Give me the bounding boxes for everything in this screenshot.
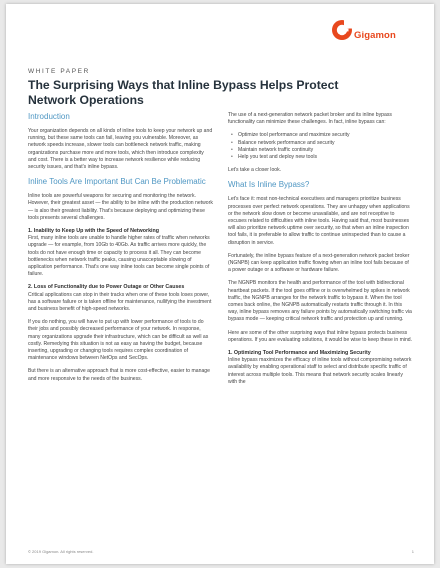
introduction-heading: Introduction <box>28 112 70 121</box>
body-paragraph: If you do nothing, you will have to put up with lower performance of tools to do their jobs and possibly decreased performance of your network. In response, many organizations upgrade their infrastructure, which can be difficult as well as costly. Remedying this situation is not as easy as having the budget, because inserting, upgrading or changing tools requires complex coordination of maintenance windows between NetOps and SecOps. <box>28 319 209 362</box>
problem-paragraph: Inline tools are powerful weapons for securing and monitoring the network. However, their greatest asset — the ability to be inline with the production network — is also their greatest liability. That's because deploying and optimizing these tools presents several challenges. <box>28 193 213 221</box>
problem-heading: Inline Tools Are Important But Can Be Problematic <box>28 177 206 187</box>
document-type-label: WHITE PAPER <box>28 68 90 75</box>
bypass-intro-paragraph: The use of a next-generation network packet broker and its inline bypass functionality can minimize these challenges. In fact, inline bypass can: <box>228 112 392 126</box>
gigamon-logo-icon <box>330 18 354 42</box>
problem-item-1-text: First, many inline tools are unable to handle higher rates of traffic when networks upgrade — for example, from 10Gb to 40Gb. As traffic arrives more quickly, the tools do not have enough time or capacity to process it all. They can become bottlenecks when network traffic peaks, causing unacceptable slowing of application performance. That's one way inline tools can become single points of failure. <box>28 235 210 278</box>
what-is-bypass-paragraph: Let's face it: most non-technical executives and managers prioritize business processes over perfect network operations. They are unhappy when applications or the network slow down or become unavailable, and are not receptive to excuses related to difficulties with inline tools. Having said that, most businesses will also prioritize network uptime over security, so that when an inline inspection tool fails, it is preferable to allow traffic to continue uninspected than to cause a disruption in service. <box>228 196 410 246</box>
ngnpb-paragraph: The NGNPB monitors the health and performance of the tool with bidirectional heartbeat packets. If the tool goes offline or is overwhelmed by spikes in network traffic, the NGNPB arranges for the network traffic to bypass it. When the tool comes back online, the NGNPB automatically restarts traffic through it. In this way, inline bypass removes any failure points by automatically switching traffic via bypass mode — keeping critical network traffic and protection up and running. <box>228 280 412 323</box>
brand-name: Gigamon <box>354 30 396 41</box>
gigamon-logo <box>330 18 420 42</box>
alternative-paragraph: But there is an alternative approach that is more cost-effective, easier to manage and more responsive to the needs of the business. <box>28 368 210 382</box>
optimizing-text: Inline bypass maximizes the efficacy of inline tools without compromising network availability by enabling operational staff to select and distribute specific traffic of interest across multiple tools. This means that network security scales linearly with the <box>228 357 412 385</box>
list-item: • Maintain network traffic continuity <box>238 147 413 154</box>
problem-item-2-title: 2. Loss of Functionality due to Power Outage or Other Causes <box>28 284 185 291</box>
copyright-text: © 2019 Gigamon. All rights reserved. <box>28 549 94 554</box>
list-item: • Help you test and deploy new tools <box>238 154 413 161</box>
closer-look-text: Let's take a closer look. <box>228 167 282 174</box>
optimizing-title: 1. Optimizing Tool Performance and Maximizing Security <box>228 350 371 357</box>
fortunately-paragraph: Fortunately, the inline bypass feature of a next-generation network packet broker (NGNPB) can keep application traffic flowing when an inline tool fails because of a power outage or a software or hardware failure. <box>228 252 410 274</box>
left-column <box>28 112 213 389</box>
page-number: 1 <box>411 549 414 554</box>
problem-item-1-title: 1. Inability to Keep Up with the Speed of Networking <box>28 228 159 235</box>
what-is-bypass-heading: What Is Inline Bypass? <box>228 180 310 190</box>
page-title: The Surprising Ways that Inline Bypass Helps Protect Network Operations <box>28 78 339 107</box>
benefits-list <box>228 132 413 161</box>
problem-item-2-text: Critical applications can stop in their tracks when one of these tools loses power, has a software failure or is taken offline for maintenance, nullifying the investment and business benefit of high-speed networks. <box>28 291 212 313</box>
introduction-paragraph: Your organization depends on all kinds of inline tools to keep your network up and running, but these same tools can fail, leaving you vulnerable. Moreover, as network speeds increase, slower tools can bottleneck network traffic, making organizations purchase more and more tools, which then introduce complexity and cost. There is a better way to increase network resilience while reducing security issues, and that's inline bypass. <box>28 128 213 171</box>
right-column <box>228 112 413 392</box>
document-page <box>6 4 434 564</box>
surprising-ways-paragraph: Here are some of the other surprising ways that inline bypass protects business operations. If you are evaluating solutions, it would be wise to keep these in mind. <box>228 329 413 343</box>
list-item: • Balance network performance and security <box>238 140 413 147</box>
list-item: • Optimize tool performance and maximize security <box>238 132 413 139</box>
